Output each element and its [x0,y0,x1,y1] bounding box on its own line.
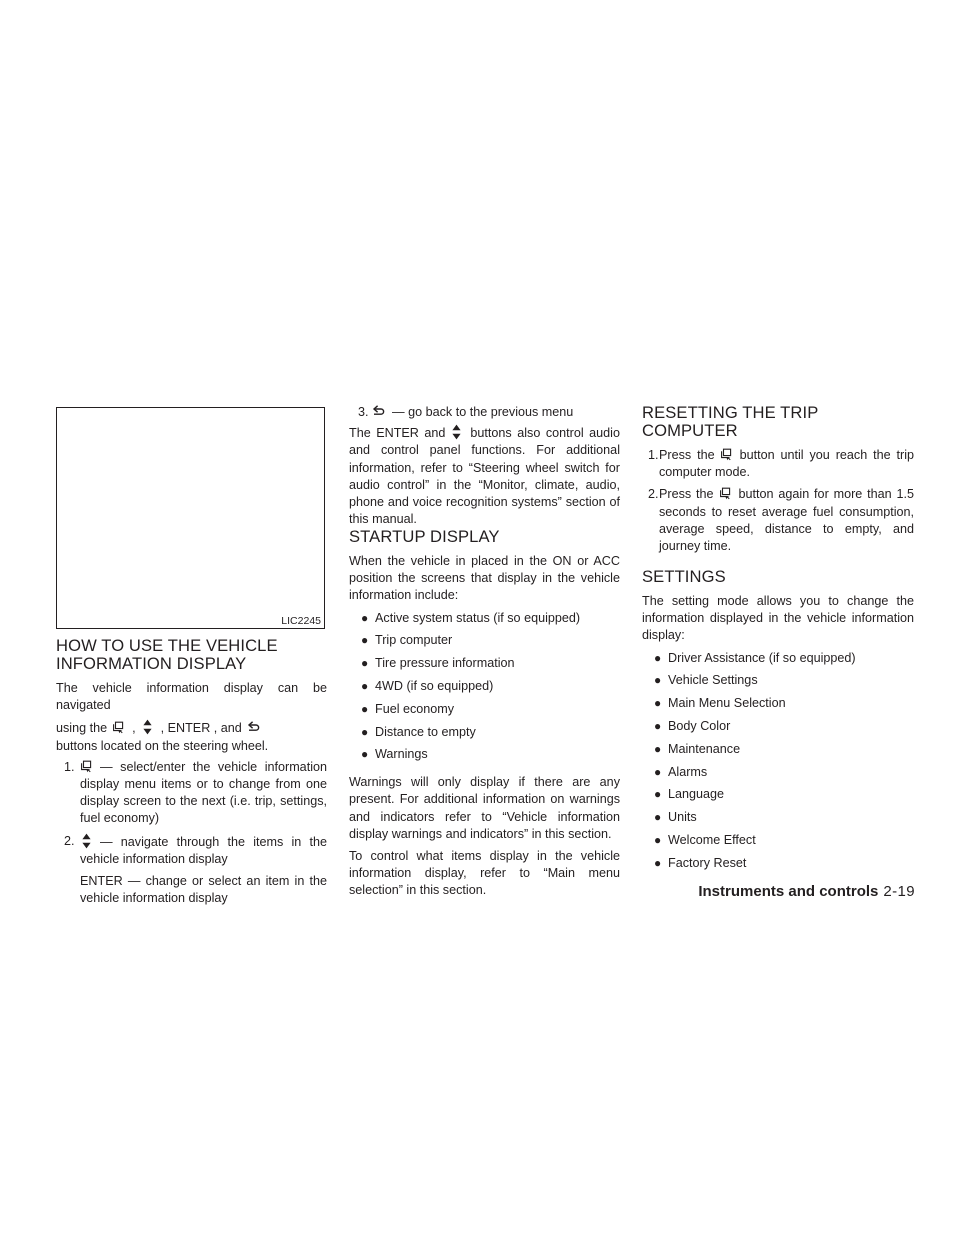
list-item: ● Factory Reset [642,855,914,878]
section-startup-display [349,528,620,905]
page-footer [643,883,915,901]
page-number: 2-19 [883,883,915,900]
up-down-icon [80,833,93,849]
control-paragraph: To control what items display in the vehicle information display, refer to “Main menu selection” in this section. [349,849,620,898]
up-down-icon [450,424,463,440]
heading-how-to-use: HOW TO USE THE VEHICLE INFORMATION DISPLAY [56,636,278,673]
bullet-icon: ● [361,724,369,739]
list-item: ● Warnings [349,746,620,769]
list-item: ● Language [642,786,914,809]
footer-section-title: Instruments and controls [698,883,879,900]
list-item: ● Distance to empty [349,724,620,747]
back-icon [372,405,385,418]
bullet-icon: ● [654,741,662,756]
reset-step-1: 1. Press the button until you reach the trip computer mode. [648,448,914,480]
bullet-icon: ● [654,764,662,779]
bullet-icon: ● [654,719,662,733]
heading-settings: SETTINGS [642,567,726,586]
list-item-2: 2. — navigate through the items in the vehicle information display [64,833,327,866]
bullet-icon: ● [654,787,662,802]
bullet-icon: ● [654,696,662,711]
settings-intro: The setting mode allows you to change the information displayed in the vehicle information display: [642,594,914,643]
list-item: ● Tire pressure information [349,655,620,678]
reset-step-2: 2. Press the button again for more than 1.5 seconds to reset average fuel consumption, average speed, distance to empty, and journey time. [648,487,914,554]
list-item: ● Welcome Effect [642,832,914,855]
bullet-icon: ● [361,656,369,671]
menu-icon [720,448,733,461]
figure-label: LIC2245 [281,615,321,627]
list-item: ● Active system status (if so equipped) [349,610,620,633]
startup-list [349,610,620,770]
bullet-icon: ● [361,747,369,762]
bullet-icon: ● [654,855,662,870]
list-item-3: 3. — go back to the previous menu [358,405,574,419]
up-down-icon [141,719,154,735]
menu-icon [112,721,125,734]
section-settings [642,568,914,883]
bullet-icon: ● [654,673,662,688]
list-item: ● Alarms [642,764,914,787]
list-item: ● Main Menu Selection [642,695,914,718]
bullet-icon: ● [654,650,662,665]
section-resetting-trip [642,404,914,560]
list-item: ● Body Color [642,718,914,741]
list-item: ● Units [642,809,914,832]
list-item: ● Maintenance [642,741,914,764]
bullet-icon: ● [361,610,369,625]
audio-control-paragraph: The ENTER and buttons also control audio and control panel functions. For additional information, refer to “Steering wheel switch for audio control” in the “Monitor, climate, audio, phone and voice recognition systems” section of this manual. [349,426,620,527]
bullet-icon: ● [361,679,369,693]
heading-resetting-trip: RESETTING THE TRIP COMPUTER [642,403,819,440]
bullet-icon: ● [361,701,369,716]
warnings-paragraph: Warnings will only display if there are any present. For additional information on warnings and indicators refer to “Vehicle information display warnings and indicators” in this section. [349,775,620,841]
menu-icon [719,487,732,500]
list-item-1: 1. — select/enter the vehicle information display menu items or to change from one display screen to the next (i.e. trip, settings, fuel economy) [64,759,327,826]
heading-startup-display: STARTUP DISPLAY [349,527,500,546]
startup-intro: When the vehicle in placed in the ON or ACC position the screens that display in the vehicle information include: [349,554,620,603]
section-continued [349,404,620,533]
section-how-to-use [56,637,327,912]
back-icon [247,721,260,734]
list-item: ● 4WD (if so equipped) [349,678,620,701]
settings-list [642,650,914,878]
intro-paragraph: The vehicle information display can be navigated using the , , ENTER , and buttons located on the steering wheel. [56,681,327,753]
bullet-icon: ● [654,810,662,825]
list-item: ● Driver Assistance (if so equipped) [642,650,914,673]
list-item: ● Vehicle Settings [642,672,914,695]
menu-icon [80,760,93,773]
bullet-icon: ● [654,832,662,847]
bullet-icon: ● [361,633,369,648]
enter-description: ENTER — change or select an item in the vehicle information display [80,874,327,906]
list-item: ● Fuel economy [349,701,620,724]
list-item: ● Trip computer [349,632,620,655]
figure-illustration-frame [56,407,325,629]
